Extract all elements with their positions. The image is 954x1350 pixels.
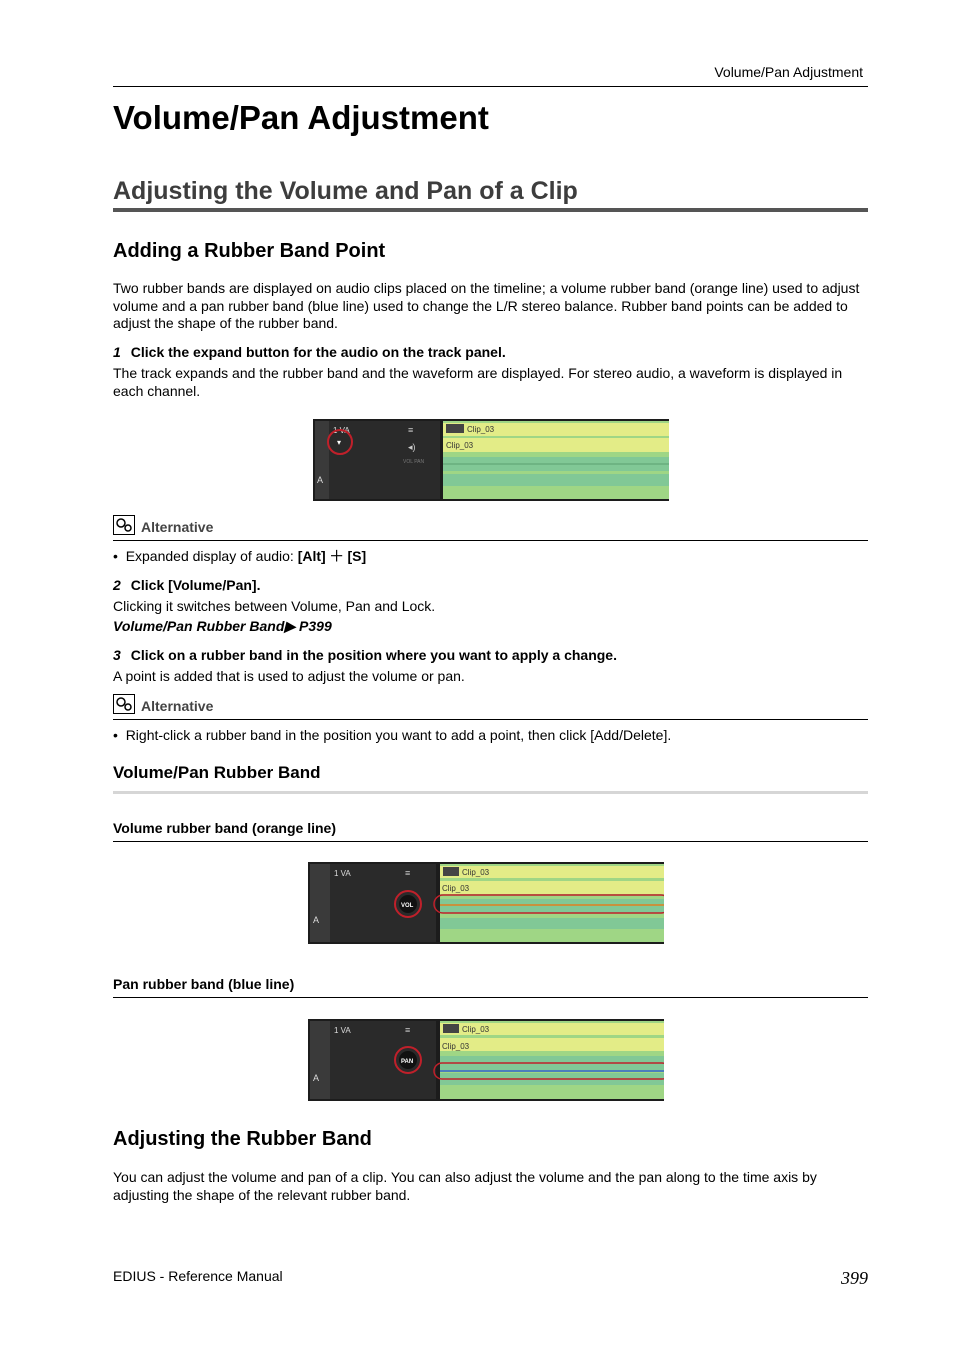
pan-button[interactable]: PAN <box>401 1059 414 1065</box>
audio-track-label: A <box>313 1073 320 1083</box>
adjusting-paragraph: You can adjust the volume and pan of a clip. You can also adjust the volume and the pan along to the time axis by adjusting the shape of the relevant rubber band. <box>113 1169 817 1203</box>
step-number: 2 <box>113 577 121 593</box>
gear-icon <box>113 694 135 714</box>
clip-name-audio: Clip_03 <box>446 441 474 450</box>
intro-paragraph: Two rubber bands are displayed on audio clips placed on the timeline; a volume rubber band (orange line) used to adjust volume and a pan rubber band (blue line) used to change the L/R stereo balance. Rubber band points can be added to adjust the shape of the rubber band. <box>113 280 860 331</box>
section-heading: Adjusting the Volume and Pan of a Clip <box>113 177 578 205</box>
audio-track-label: A <box>313 915 320 925</box>
step-number: 3 <box>113 647 121 663</box>
step-text: Click the expand button for the audio on the track panel. <box>130 344 506 360</box>
shortcut-keys: [Alt] ＋ [S] <box>297 548 367 564</box>
step-text: Click [Volume/Pan]. <box>130 577 261 593</box>
subsection-heading-rubber-band: Volume/Pan Rubber Band <box>113 763 321 782</box>
clip-name-audio: Clip_03 <box>442 884 470 893</box>
svg-text:≡: ≡ <box>405 1025 411 1035</box>
alternative-item: • Right-click a rubber band in the position you want to add a point, then click [Add/Delete]. <box>113 727 672 743</box>
screenshot-expanded-track <box>313 419 669 501</box>
page-title: Volume/Pan Adjustment <box>113 99 489 136</box>
header-rule <box>113 86 868 87</box>
step-text: Click on a rubber band in the position where you want to apply a change. <box>130 647 617 663</box>
subsection-rule <box>113 791 868 794</box>
alternative-label: Alternative <box>141 519 214 535</box>
svg-text:≡: ≡ <box>408 425 414 435</box>
clip-name-video: Clip_03 <box>467 425 495 434</box>
screenshot-pan-band <box>308 1019 664 1101</box>
step-2-description: Clicking it switches between Volume, Pan and Lock. <box>113 598 436 614</box>
alternative-label: Alternative <box>141 698 214 714</box>
vol-button[interactable]: VOL <box>401 903 414 909</box>
svg-text:▾: ▾ <box>337 438 342 447</box>
svg-text:◂): ◂) <box>408 442 416 452</box>
audio-track-label: A <box>317 475 324 485</box>
subsection-heading-adding: Adding a Rubber Band Point <box>113 240 386 262</box>
page-number: 399 <box>841 1268 868 1288</box>
subsection-heading-adjusting: Adjusting the Rubber Band <box>113 1128 372 1150</box>
track-label: 1 VA <box>333 426 350 435</box>
step-3 <box>113 647 617 663</box>
footer-manual: EDIUS - Reference Manual <box>113 1268 283 1284</box>
clip-name-audio: Clip_03 <box>442 1042 470 1051</box>
step-2 <box>113 577 260 593</box>
step-1-description: The track expands and the rubber band and the waveform are displayed. For stereo audio, a waveform is displayed in each channel. <box>113 365 843 399</box>
track-label: 1 VA <box>334 1026 351 1035</box>
gear-icon <box>113 515 135 535</box>
section-rule <box>113 208 868 212</box>
running-header: Volume/Pan Adjustment <box>714 64 863 80</box>
track-label: 1 VA <box>334 869 351 878</box>
alternative-rule <box>113 540 868 541</box>
clip-name-video: Clip_03 <box>462 1025 490 1034</box>
pan-caption: Pan rubber band (blue line) <box>113 976 295 992</box>
clip-name-video: Clip_03 <box>462 868 490 877</box>
volume-caption: Volume rubber band (orange line) <box>113 820 336 836</box>
step-3-description: A point is added that is used to adjust the volume or pan. <box>113 668 465 684</box>
alternative-item: • Expanded display of audio: [Alt] ＋ [S] <box>113 548 367 564</box>
step-number: 1 <box>113 344 121 360</box>
caption-rule <box>113 841 868 842</box>
reference-link[interactable]: Volume/Pan Rubber Band▶ P399 <box>113 618 332 634</box>
screenshot-volume-band <box>308 862 664 944</box>
caption-rule <box>113 997 868 998</box>
arrow-icon: ▶ <box>284 618 296 634</box>
volpan-label: VOL PAN <box>403 459 425 465</box>
step-1 <box>113 344 506 360</box>
svg-text:≡: ≡ <box>405 868 411 878</box>
alternative-rule <box>113 719 868 720</box>
